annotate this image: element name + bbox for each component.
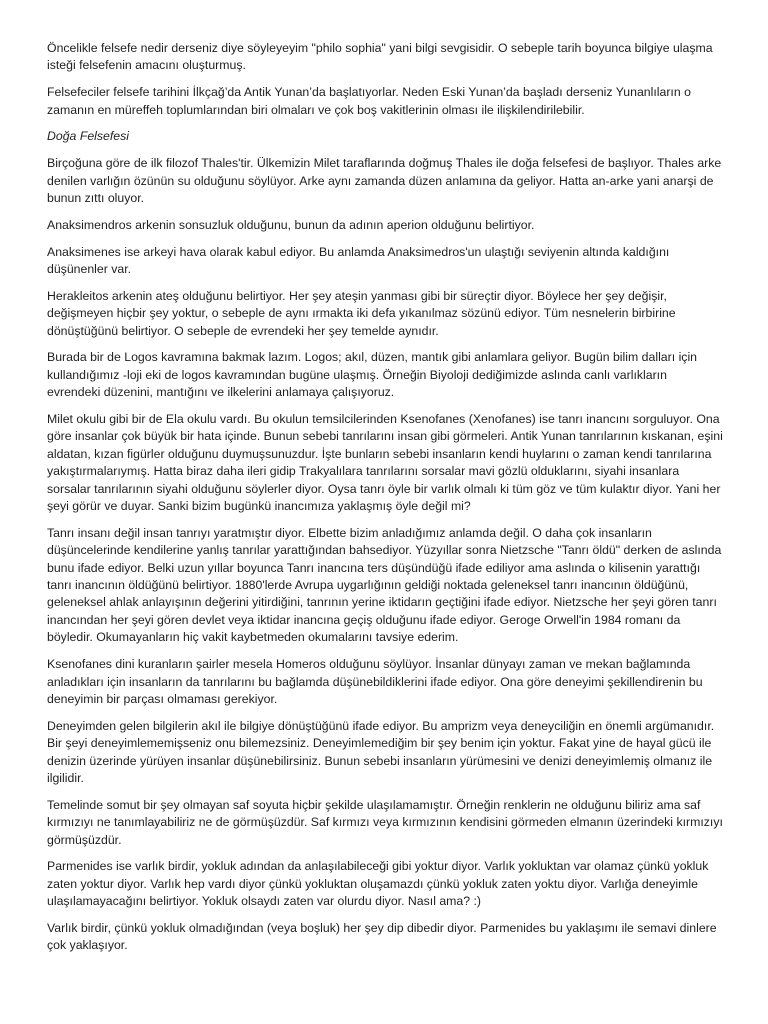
body-paragraph: Temelinde somut bir şey olmayan saf soyuta hiçbir şekilde ulaşılamamıştır. Örneğin renklerin ne olduğunu biliriz ama saf kırmızıyı ne tanımlayabiliriz ne de görmüşüzdür. Saf kırmızı veya kırmızının kendisini görmeden elmanın üzerindeki kırmızıyı görmüşüzdür. bbox=[47, 797, 723, 847]
body-paragraph: Burada bir de Logos kavramına bakmak lazım. Logos; akıl, düzen, mantık gibi anlamlara geliyor. Bugün bilim dalları için kullandığımız -loji eki de logos kavramından bugüne ulaşmış. Örneğin Biyoloji dediğimizde aslında canlı varlıkların evrendeki düzenini, mantığını ve ilkelerini anlamaya çalışıyoruz. bbox=[47, 350, 698, 400]
body-paragraph: Herakleitos arkenin ateş olduğunu belirtiyor. Her şey ateşin yanması gibi bir süreçtir diyor. Böylece her şey değişir, değişmeyen hiçbir şey yoktur, o sebeple de aynı ırmakta iki defa yıkanılmaz sözünü ediyor. Tüm nesnelerin birbirine dönüştüğünü belirtiyor. O sebeple de evrendeki her şey temelde aynıdır. bbox=[47, 288, 676, 338]
body-paragraph: Milet okulu gibi bir de Ela okulu vardı. Bu okulun temsilcilerinden Ksenofanes (Xenofanes) ise tanrı inancını sorguluyor. Ona göre insanlar çok büyük bir hata içinde. Bunun sebebi tanrılarını insan gibi görmeleri. Antik Yunan tanrılarının kıskanan, eşini aldatan, kızan figürler olduğunu duymuşsunuzdur. İşte bunların sebebi insanların kendi huylarını o zaman kendi tanrılarına yakıştırmalarıymış. Hatta biraz daha ileri gidip Trakyalılara tanrılarını sorsalar mavi gözlü olduklarını, siyahi insanlara sorsalar tanrılarının siyahi olduğunu söylerler diyor. Oysa tanrı öyle bir varlık olmalı ki tüm göz ve tüm kulaktır diyor. Yani her şeyi görür ve duyar. Sanki bizim bugünkü inancımıza yaklaşmış öyle değil mi? bbox=[47, 412, 723, 514]
intro-paragraph: Felsefeciler felsefe tarihini İlkçağ’da Antik Yunan’da başlatıyorlar. Neden Eski Yunan’da başladı derseniz Yunanlıların o zamanın en müreffeh toplumlarından biri olmaları ve çok boş vakitlerinin olması ile ilişkilendirilebilir. bbox=[47, 85, 691, 117]
body-paragraph: Tanrı insanı değil insan tanrıyı yaratmıştır diyor. Elbette bizim anladığımız anlamda değil. O daha çok insanların düşüncelerinde kendilerine yanlış tanrılar yarattığından bahsediyor. Yüzyıllar sonra Nietzsche "Tanrı öldü" derken de aslında bunu ifade ediyor. Belki uzun yıllar boyunca Tanrı inancına ters düşündüğü ifade ediliyor ama aslında o kilisenin yarattığı tanrı inancının öldüğünü belirtiyor. 1880'lerde Avrupa uygarlığının geldiği noktada geleneksel tanrı inancının öldüğünü, geleneksel ahlak anlayışının değerini yitirdiğini, tanrının yerine iktidarın geçtiğini ifade ediyor. Nietzsche her şeyi gören tanrı inancından her şeyi gören devlet veya iktidar inancına geçiş olduğunu ifade ediyor. Geroge Orwell'in 1984 romanı da böyledir. Okumayanların hiç vakit kaybetmeden okumalarını tavsiye ederim. bbox=[47, 525, 722, 645]
body-paragraph: Birçoğuna göre de ilk filozof Thales'tir. Ülkemizin Milet taraflarında doğmuş Thales ile doğa felsefesi de başlıyor. Thales arke denilen varlığın özünün su olduğunu söylüyor. Arke aynı zamanda düzen anlamına da geliyor. Hatta an-arke yani anarşi de bunun zıttı oluyor. bbox=[47, 156, 722, 206]
document-page bbox=[47, 40, 723, 964]
body-paragraph: Ksenofanes dini kuranların şairler mesela Homeros olduğunu söylüyor. İnsanlar dünyayı zaman ve mekan bağlamında anladıkları için insanların da tanrılarını bu bağlamda düşünebildiklerini ifade ediyor. Ona göre deneyimi şekillendirenin bu deneyimin bir parçası olmaması gerekiyor. bbox=[47, 657, 703, 706]
body-paragraph: Anaksimendros arkenin sonsuzluk olduğunu, bunun da adının aperion olduğunu belirtiyor. bbox=[47, 217, 535, 232]
intro-paragraph: Öncelikle felsefe nedir derseniz diye söyleyeyim "philo sophia" yani bilgi sevgisidir. O sebeple tarih boyunca bilgiye ulaşma isteği felsefenin amacını oluşturmuş. bbox=[47, 41, 713, 73]
body-paragraph: Parmenides ise varlık birdir, yokluk adından da anlaşılabileceği gibi yoktur diyor. Varlık yokluktan var olamaz çünkü yokluk zaten yoktur diyor. Varlık hep vardı diyor çünkü yokluktan oluşamazdı çünkü yokluk zaten yoktu diyor. Varlığa deneyimle ulaşılamayacağını belirtiyor. Yokluk olsaydı zaten var olurdu diyor. Nasıl ama? :) bbox=[47, 859, 709, 909]
body-paragraph: Deneyimden gelen bilgilerin akıl ile bilgiye dönüştüğünü ifade ediyor. Bu amprizm veya deneyciliğin en önemli argümanıdır. Bir şeyi deneyimlememişseniz onu bilemezsiniz. Deneyimlemediğim bir şey benim için yoktur. Fakat yine de hayal gücü ile denizin üzerinde yürüyen insanlar düşünebilirsiniz. Bunun sebebi insanların yürümesini ve denizi deneyimlemiş olmanız ile ilgilidir. bbox=[47, 718, 715, 785]
section-heading: Doğa Felsefesi bbox=[47, 129, 130, 144]
body-paragraph: Anaksimenes ise arkeyi hava olarak kabul ediyor. Bu anlamda Anaksimedros'un ulaştığı seviyenin altında kaldığını düşünenler var. bbox=[47, 244, 670, 277]
body-paragraph: Varlık birdir, çünkü yokluk olmadığından (veya boşluk) her şey dip dibedir diyor. Parmenides bu yaklaşımı ile semavi dinlere çok yaklaşıyor. bbox=[47, 920, 717, 953]
